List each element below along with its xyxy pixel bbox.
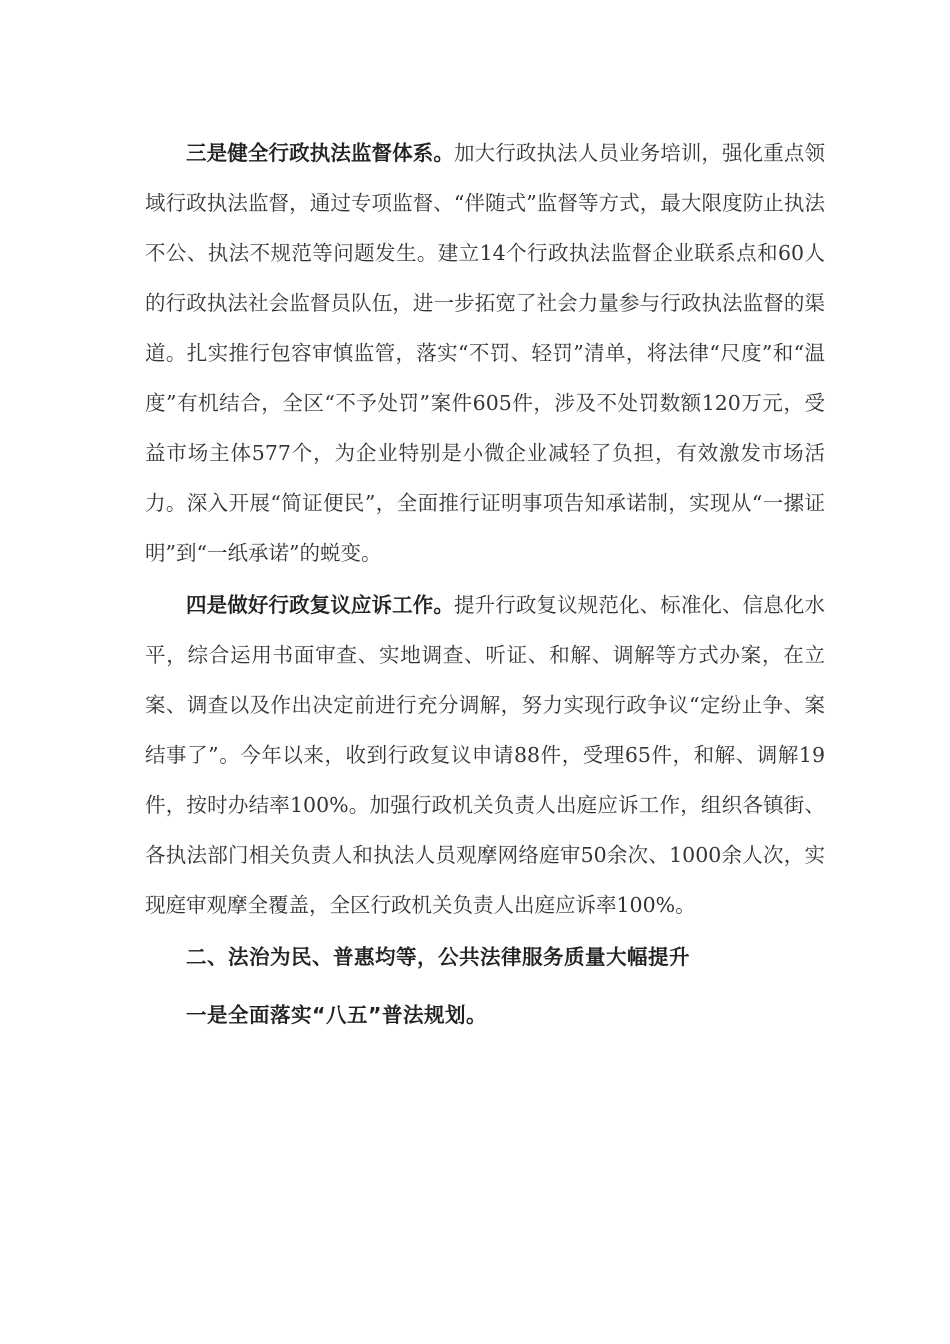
sub-heading: 一是全面落实“八五”普法规划。 (186, 1003, 487, 1027)
paragraph-lead: 三是健全行政执法监督体系。 (186, 141, 455, 165)
document-body (145, 128, 825, 1040)
paragraph-review-litigation (145, 580, 825, 930)
section-heading: 二、法治为民、普惠均等，公共法律服务质量大幅提升 (186, 945, 690, 969)
paragraph-text: 加大行政执法人员业务培训，强化重点领域行政执法监督，通过专项监督、“伴随式”监督等方式，最大限度防止执法不公、执法不规范等问题发生。建立14个行政执法监督企业联系点和60人的行政执法社会监督员队伍，进一步拓宽了社会力量参与行政执法监督的渠道。扎实推行包容审慎监管，落实“不罚、轻罚”清单，将法律“尺度”和“温度”有机结合，全区“不予处罚”案件605件，涉及不处罚数额120万元，受益市场主体577个，为企业特别是小微企业减轻了负担，有效激发市场活力。深入开展“简证便民”，全面推行证明事项告知承诺制，实现从“一摞证明”到“一纸承诺”的蜕变。 (145, 141, 826, 565)
paragraph-supervision (145, 128, 825, 578)
paragraph-lead: 四是做好行政复议应诉工作。 (186, 593, 455, 617)
paragraph-text: 提升行政复议规范化、标准化、信息化水平，综合运用书面审查、实地调查、听证、和解、调解等方式办案，在立案、调查以及作出决定前进行充分调解，努力实现行政争议“定纷止争、案结事了”。今年以来，收到行政复议申请88件，受理65件，和解、调解19件，按时办结率100%。加强行政机关负责人出庭应诉工作，组织各镇街、各执法部门相关负责人和执法人员观摩网络庭审50余次、1000余人次，实现庭审观摩全覆盖，全区行政机关负责人出庭应诉率100%。 (145, 593, 826, 917)
